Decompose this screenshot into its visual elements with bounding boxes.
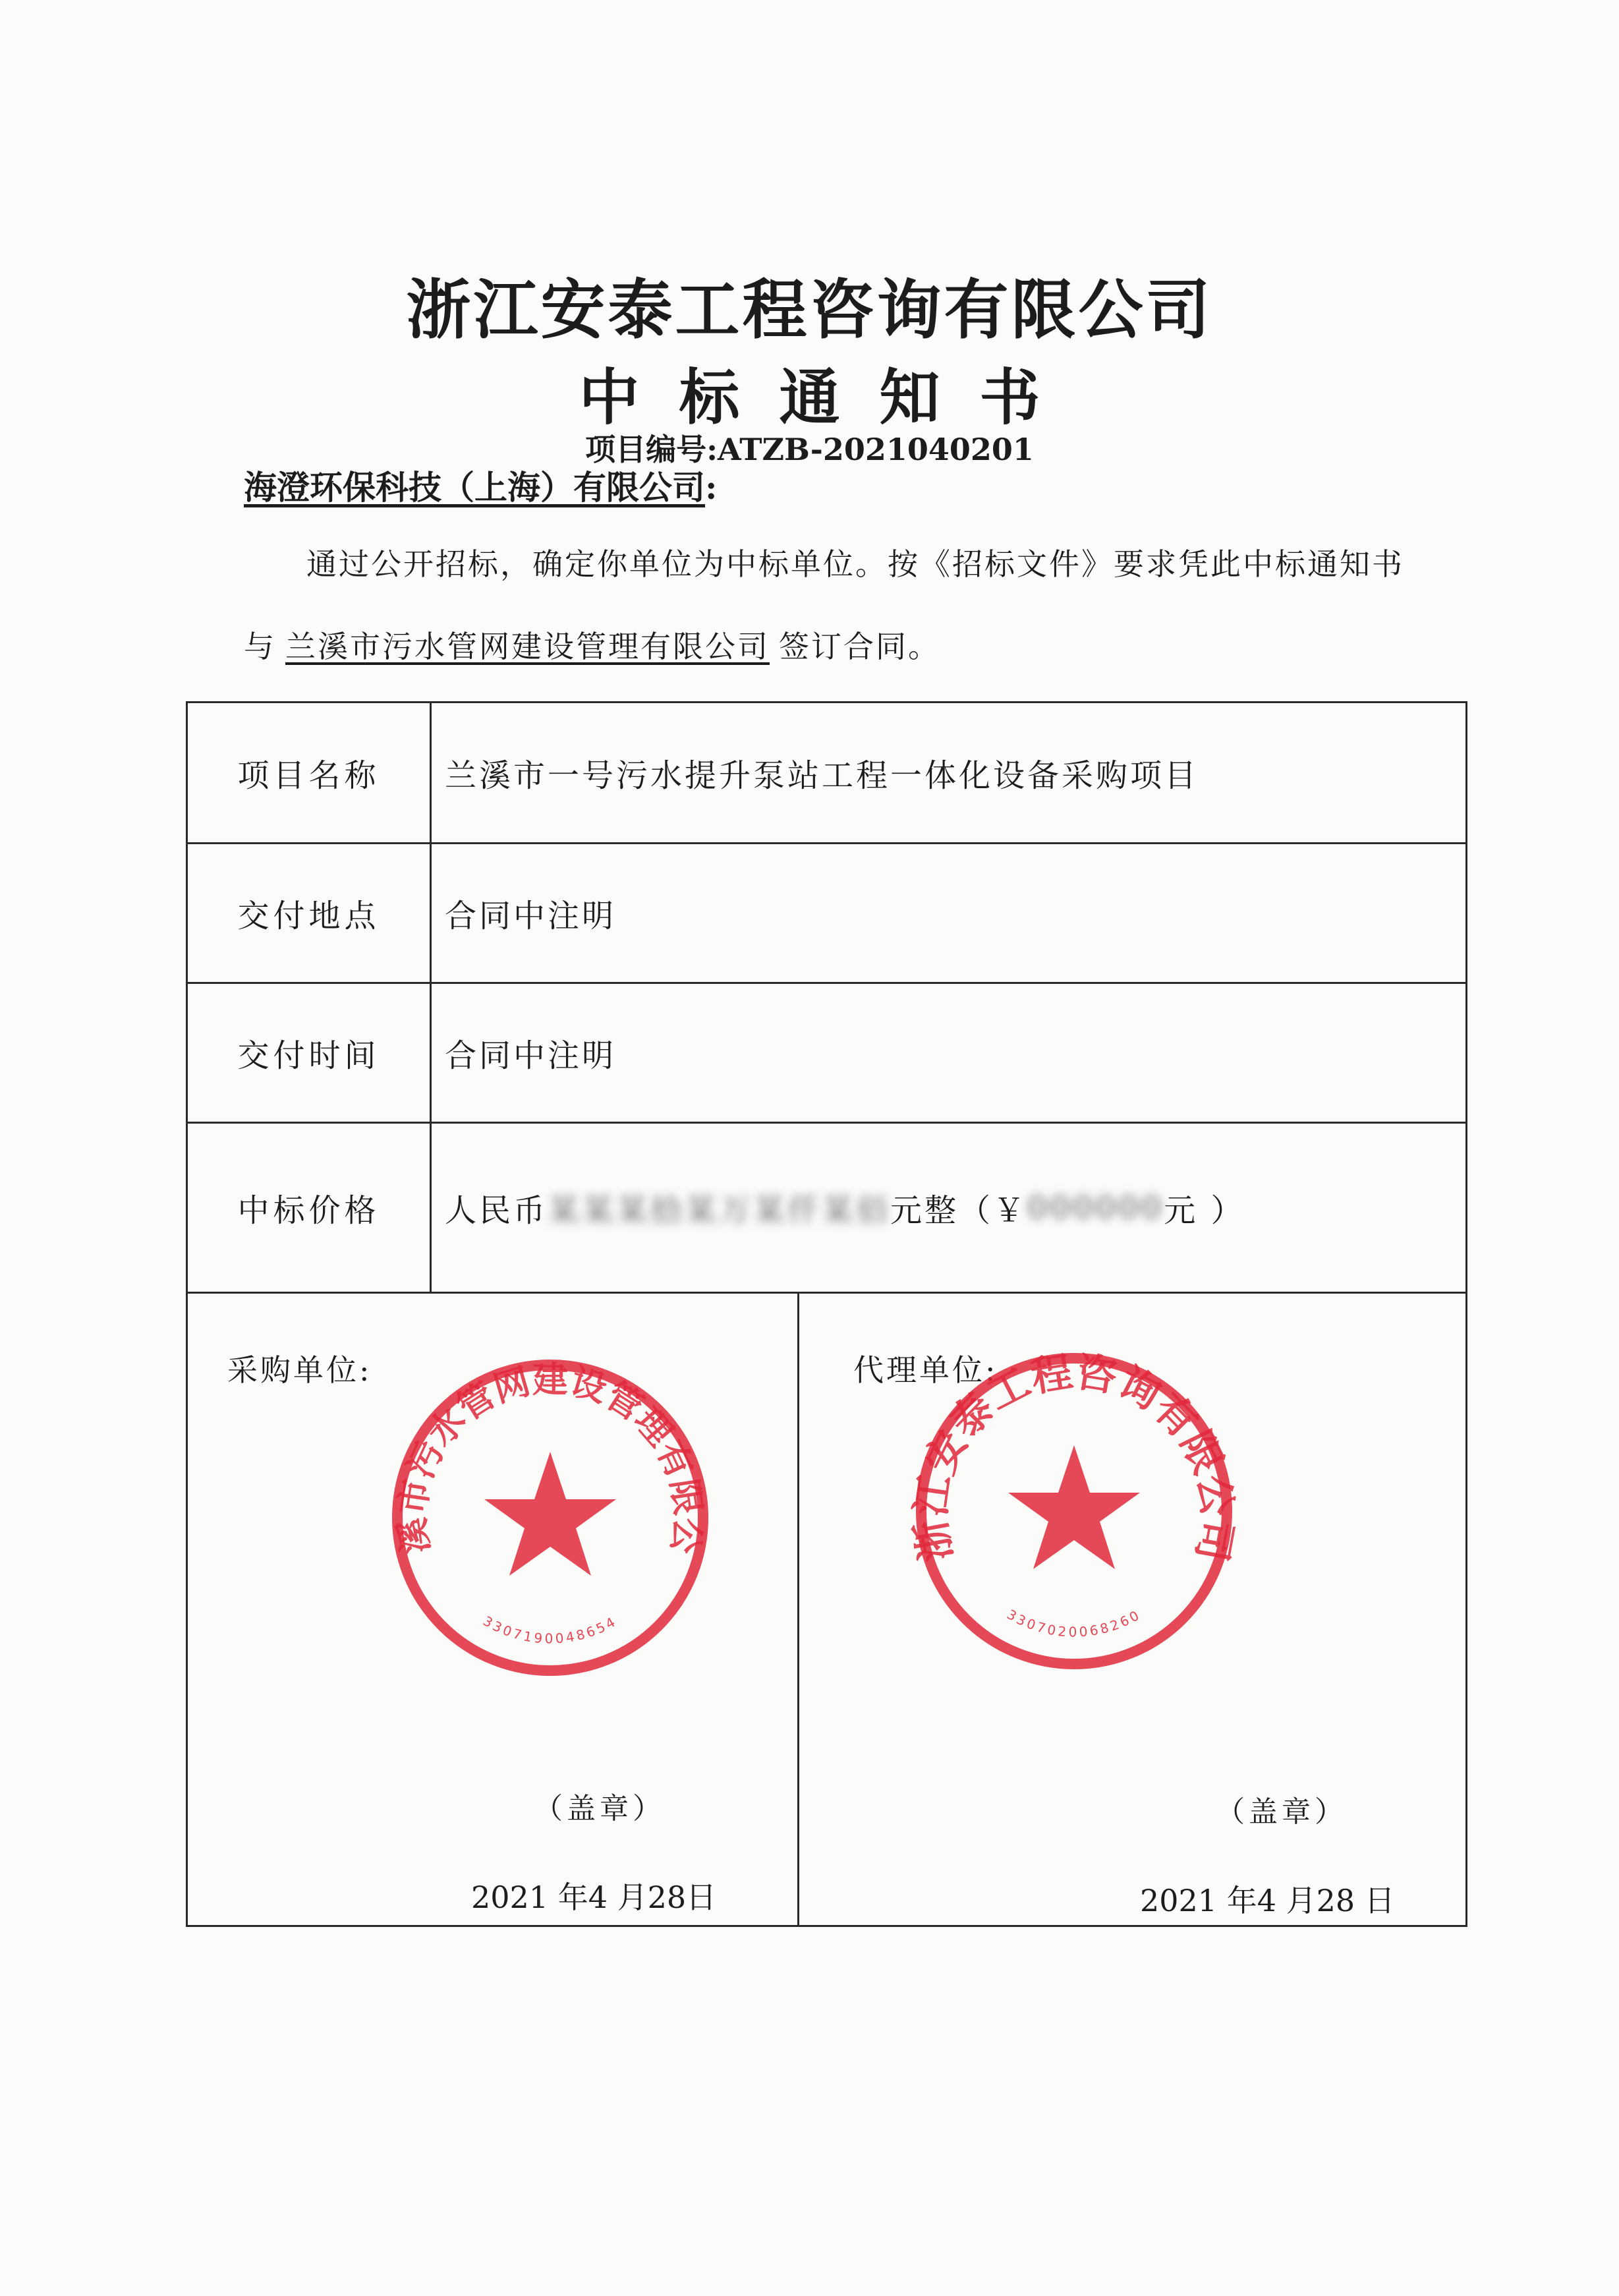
project-number-value: ATZB-2021040201 [718,432,1034,467]
agent-label: 代理单位: [853,1352,998,1388]
agent-seal [909,1346,1239,1679]
document-title: 中标通知书 [579,362,1080,433]
buyer-stamp-note: （盖章） [534,1792,666,1825]
para2-prefix: 与 [244,629,276,664]
signature-area [188,1294,1465,1926]
price-number-redacted: 000000 [1027,1189,1164,1226]
row-label: 中标价格 [188,1124,432,1292]
agent-stamp-note: （盖章） [1216,1795,1348,1829]
body-paragraph-1: 通过公开招标，确定你单位为中标单位。按《招标文件》要求凭此中标通知书 [306,546,1404,582]
table-row-bid-price [188,1124,1465,1294]
company-title: 浙江安泰工程咨询有限公司 [406,273,1213,348]
buyer-seal-text: 溪市污水管网建设管理有限公 [391,1359,710,1557]
row-value: 合同中注明 [445,898,617,934]
recipient-suffix: : [705,468,718,507]
row-value: 合同中注明 [445,1037,617,1074]
table-row-project-name [188,703,1465,844]
buyer-date: 2021 年4 月28日 [471,1880,717,1915]
notice-table [186,701,1467,1927]
buyer-seal [385,1353,715,1685]
row-value: 兰溪市一号污水提升泵站工程一体化设备采购项目 [445,757,1199,794]
para2-suffix: 签订合同。 [779,629,940,664]
agent-date: 2021 年4 月28 日 [1140,1883,1395,1918]
table-row-delivery-place [188,844,1465,984]
price-amount-redacted: 某某某拾某万某仟某佰 [548,1192,891,1229]
price-suffix: 元 ） [1164,1192,1245,1229]
project-number-label: 项目编号: [585,432,718,467]
table-row-delivery-time [188,984,1465,1124]
buyer-label: 采购单位: [227,1352,372,1388]
project-number [0,426,1619,469]
row-value [445,1124,1245,1292]
agent-seal-number: 3307020068260 [1004,1606,1144,1640]
price-prefix: 人民币 [445,1192,548,1229]
row-label: 交付地点 [188,844,432,982]
recipient-name: 海澄环保科技（上海）有限公司 [244,468,705,507]
contract-party: 兰溪市污水管网建设管理有限公司 [285,629,770,664]
row-label: 交付时间 [188,984,432,1122]
agent-seal-text: 浙江安泰工程咨询有限公司 [909,1347,1239,1565]
buyer-seal-number: 3307190048654 [480,1613,620,1647]
row-label: 项目名称 [188,703,432,842]
recipient [244,461,717,509]
body-paragraph-2 [244,623,940,666]
column-divider [797,1294,799,1926]
price-mid: 元整（￥ [890,1192,1028,1229]
